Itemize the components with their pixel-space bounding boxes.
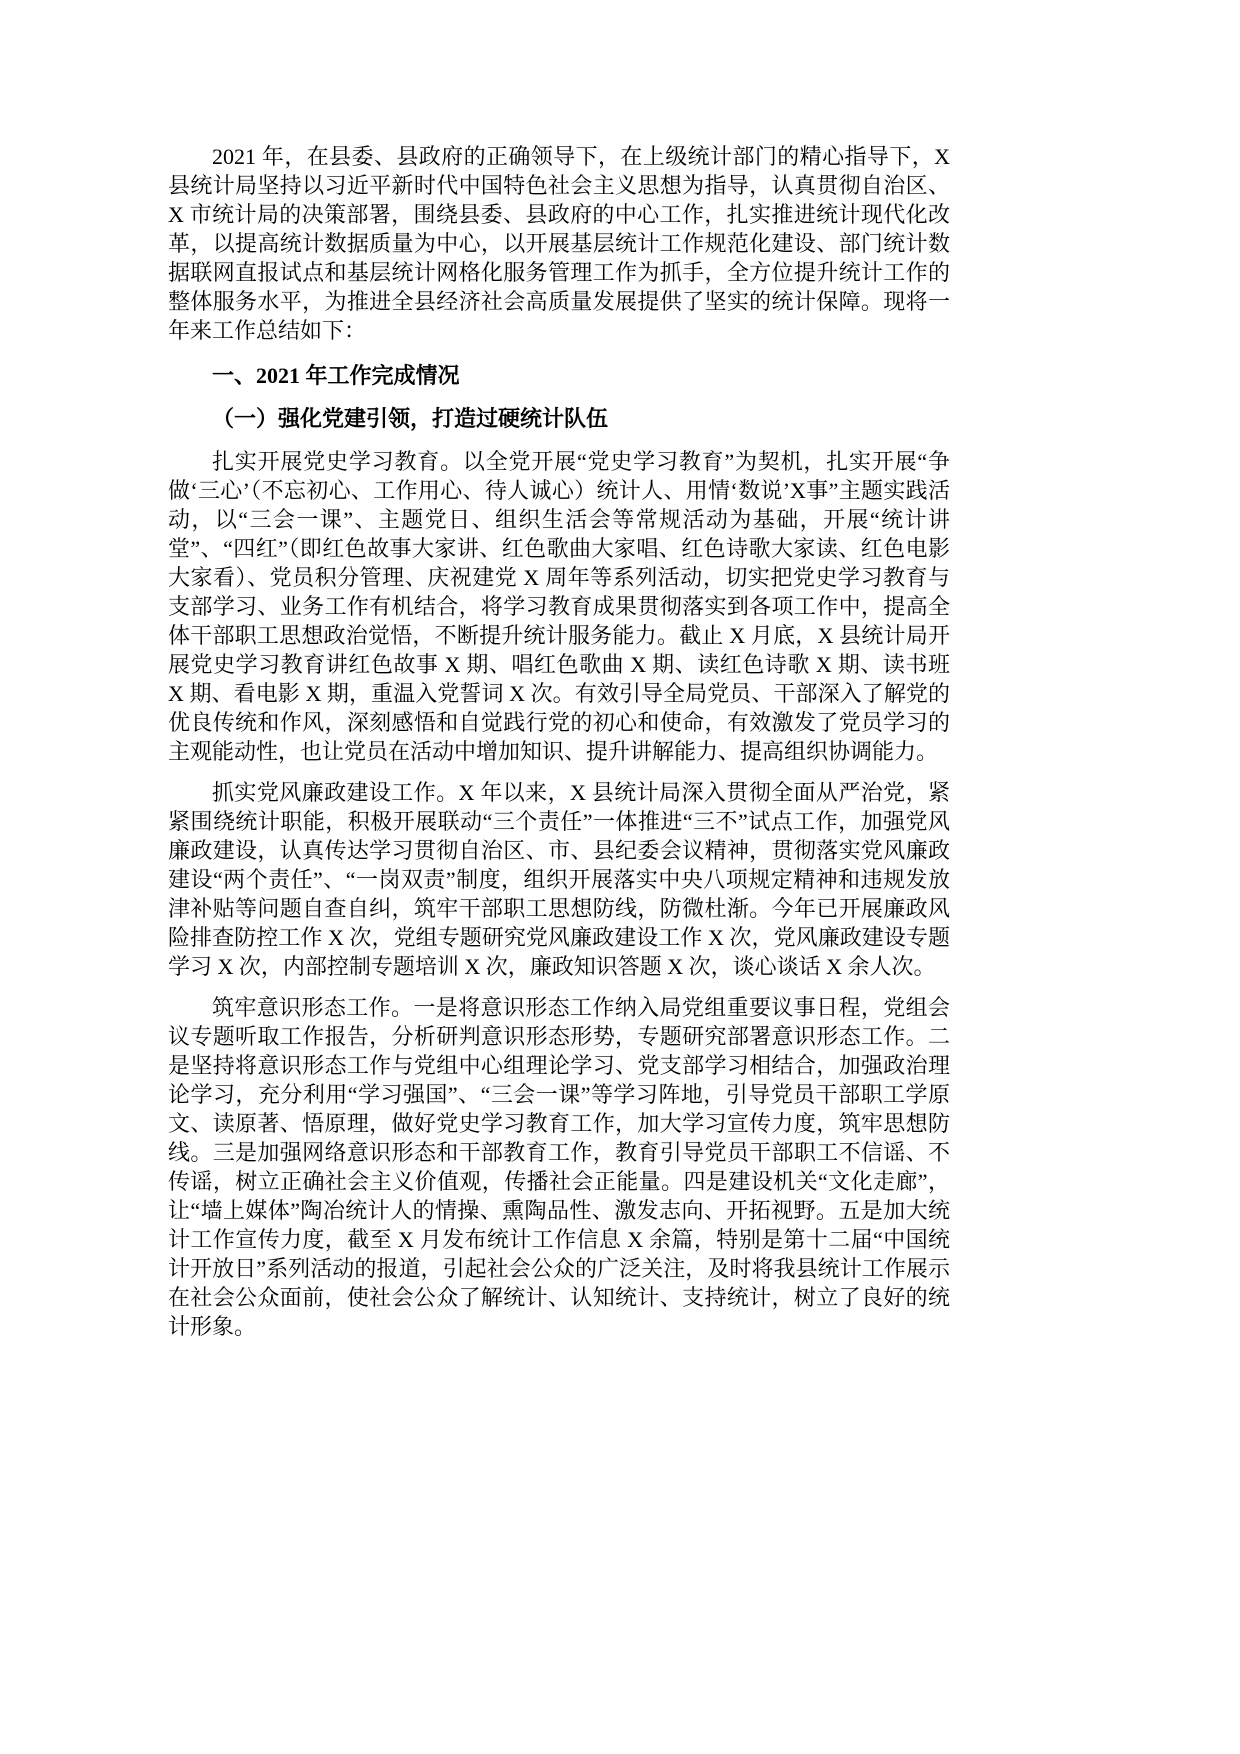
section-heading: 一、2021 年工作完成情况 [212, 363, 460, 388]
paragraph-ideology-work: 筑牢意识形态工作。一是将意识形态工作纳入局党组重要议事日程，党组会议专题听取工作报告，分析研判意识形态形势，专题研究部署意识形态工作。二是坚持将意识形态工作与党组中心组理论学习、党支部学习相结合，加强政治理论学习，充分利用“学习强国”、“三会一课”等学习阵地，引导党员干部职工学原文、读原著、悟原理，做好党史学习教育工作，加大学习宣传力度，筑牢思想防线。三是加强网络意识形态和干部教育工作，教育引导党员干部职工不信谣、不传谣，树立正确社会主义价值观，传播社会正能量。四是建设机关“文化走廊”，让“墙上媒体”陶冶统计人的情操、熏陶品性、激发志向、开拓视野。五是加大统计工作宣传力度，截至 X 月发布统计工作信息 X 余篇，特别是第十二届“中国统计开放日”系列活动的报道，引起社会公众的广泛关注，及时将我县统计工作展示在社会公众面前，使社会公众了解统计、认知统计、支持统计，树立了良好的统计形象。 [168, 995, 950, 1339]
paragraph-intro: 2021 年，在县委、县政府的正确领导下，在上级统计部门的精心指导下，X 县统计局坚持以习近平新时代中国特色社会主义思想为指导，认真贯彻自治区、X 市统计局的决策部署，围绕县委、县政府的中心工作，扎实推进统计现代化改革，以提高统计数据质量为中心，以开展基层统计工作规范化建设、部门统计数据联网直报试点和基层统计网格化服务管理工作为抓手，全方位提升统计工作的整体服务水平，为推进全县经济社会高质量发展提供了坚实的统计保障。现将一年来工作总结如下： [168, 144, 950, 343]
paragraph-party-conduct-building: 抓实党风廉政建设工作。X 年以来，X 县统计局深入贯彻全面从严治党，紧紧围绕统计职能，积极开展联动“三个责任”一体推进“三不”试点工作，加强党风廉政建设，认真传达学习贯彻自治区、市、县纪委会议精神，贯彻落实党风廉政建设“两个责任”、“一岗双责”制度，组织开展落实中央八项规定精神和违规发放津补贴等问题自查自纠，筑牢干部职工思想防线，防微杜渐。今年已开展廉政风险排查防控工作 X 次，党组专题研究党风廉政建设工作 X 次，党风廉政建设专题学习 X 次，内部控制专题培训 X 次，廉政知识答题 X 次，谈心谈话 X 余人次。 [168, 780, 950, 979]
subsection-heading: （一）强化党建引领，打造过硬统计队伍 [212, 406, 609, 431]
paragraph-party-history-education: 扎实开展党史学习教育。以全党开展“党史学习教育”为契机，扎实开展“争做‘三心’（不忘初心、工作用心、待人诚心）统计人、用情‘数说’X事”主题实践活动，以“三会一课”、主题党日、组织生活会等常规活动为基础，开展“统计讲堂”、“四红”（即红色故事大家讲、红色歌曲大家唱、红色诗歌大家读、红色电影大家看）、党员积分管理、庆祝建党 X 周年等系列活动，切实把党史学习教育与支部学习、业务工作有机结合，将学习教育成果贯彻落实到各项工作中，提高全体干部职工思想政治觉悟，不断提升统计服务能力。截止 X 月底，X 县统计局开展党史学习教育讲红色故事 X 期、唱红色歌曲 X 期、读红色诗歌 X 期、读书班 X 期、看电影 X 期，重温入党誓词 X 次。有效引导全局党员、干部深入了解党的优良传统和作风，深刻感悟和自觉践行党的初心和使命，有效激发了党员学习的主观能动性，也让党员在活动中增加知识、提升讲解能力、提高组织协调能力。 [168, 449, 950, 764]
